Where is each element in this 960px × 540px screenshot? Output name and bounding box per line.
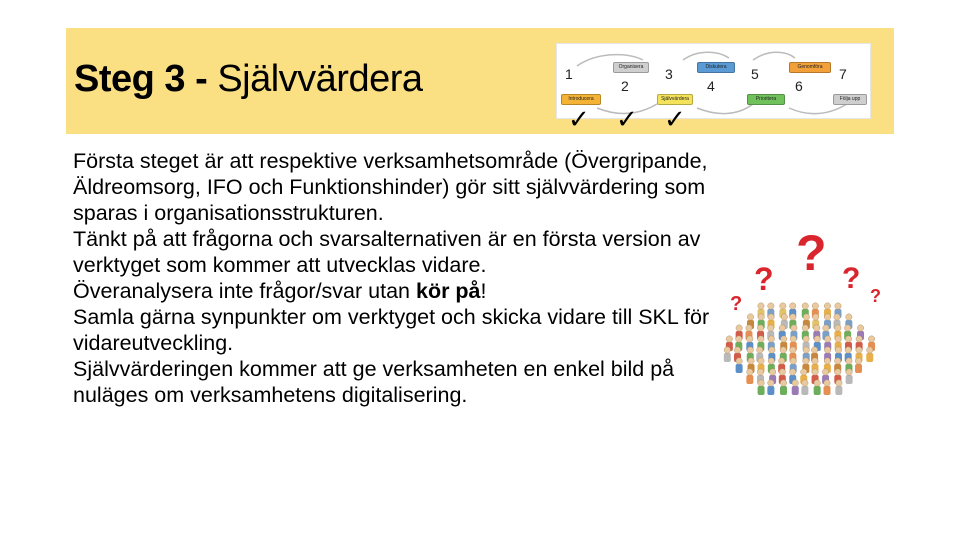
person-head [768,325,774,331]
person-head [768,380,774,386]
person-head [780,303,786,309]
person-head [757,369,763,375]
person-head [757,347,763,353]
person-head [768,303,774,309]
crowd-people [724,303,875,395]
step-4-box: Diskutera [697,62,735,73]
question-mark-icon: ? [870,286,881,306]
person-head [758,380,764,386]
person-head [822,369,828,375]
person-head [734,347,740,353]
person-head [768,358,774,364]
person-head [835,303,841,309]
person-head [768,336,774,342]
person-head [768,314,774,320]
person-body [746,375,753,384]
person-head [803,347,809,353]
person-head [857,325,863,331]
person-head [746,325,752,331]
title-text: Självvärdera [217,58,423,100]
step-3-number: 3 [665,66,673,82]
body-text [73,148,723,408]
person-head [812,303,818,309]
person-head [835,347,841,353]
paragraph-4: Samla gärna synpunkter om verktyget och skicka vidare till SKL för vidareutveckling. [73,305,710,355]
step-1-number: 1 [565,66,573,82]
person-head [803,358,809,364]
paragraph-3 [73,278,723,304]
person-head [812,369,818,375]
paragraph-5: Självvärderingen kommer att ge verksamheten en enkel bild på nuläges om verksamhetens digitalisering. [73,357,675,407]
person-head [824,380,830,386]
person-head [779,325,785,331]
step-7-number: 7 [839,66,847,82]
person-head [802,303,808,309]
person-head [845,347,851,353]
person-head [855,358,861,364]
person-head [724,347,730,353]
person-head [835,358,841,364]
person-head [778,358,784,364]
person-head [824,314,830,320]
person-head [790,369,796,375]
paragraph-3-bold: kör på [415,279,481,303]
step-2-box: Organisera [613,62,649,73]
check-icon: ✓ [568,105,590,135]
check-icon: ✓ [616,105,638,135]
person-head [802,380,808,386]
person-head [836,380,842,386]
person-head [811,347,817,353]
paragraph-2: Tänkt på att frågorna och svarsalternativen är en första version av verktyget som kommer att utvecklas vidare. [73,227,701,277]
checkmarks [568,105,698,135]
person-head [814,325,820,331]
person-head [769,369,775,375]
person-head [736,325,742,331]
person-head [779,369,785,375]
person-head [846,358,852,364]
person-head [802,325,808,331]
person-head [758,358,764,364]
person-head [790,358,796,364]
person-body [855,364,862,373]
person-head [846,369,852,375]
person-head [814,336,820,342]
person-head [748,358,754,364]
person-body [835,386,842,395]
question-mark-icon: ? [842,262,861,295]
person-head [812,358,818,364]
step-1-box: Introducera [561,94,601,105]
person-head [791,325,797,331]
person-head [757,325,763,331]
person-body [736,364,743,373]
person-head [790,347,796,353]
person-head [780,380,786,386]
paragraph-1: Första steget är att respektive verksamhetsområde (Övergripande, Äldreomsorg, IFO och Funktionshinder) gör sitt självvärdering som sparas i organisationsstrukturen. [73,149,708,225]
person-head [844,325,850,331]
person-head [781,336,787,342]
person-head [736,358,742,364]
person-head [801,369,807,375]
person-head [814,380,820,386]
person-head [758,314,764,320]
question-mark-icon: ? [754,261,774,297]
step-5-box: Prioritera [747,94,785,105]
person-head [769,347,775,353]
person-body [758,386,765,395]
person-head [825,336,831,342]
person-head [726,336,732,342]
person-head [868,336,874,342]
person-head [856,347,862,353]
person-head [835,369,841,375]
person-body [767,386,774,395]
person-body [823,386,830,395]
question-mark-icon: ? [730,293,743,315]
person-head [781,314,787,320]
person-body [801,386,808,395]
step-4-number: 4 [707,78,715,94]
person-body [846,375,853,384]
person-head [803,314,809,320]
step-7-box: Följa upp [833,94,867,105]
person-head [834,314,840,320]
person-body [814,386,821,395]
step-3-box: Självvärdera [657,94,693,105]
step-6-box: Genomföra [789,62,831,73]
title-step: Steg 3 - [74,58,208,100]
person-head [835,325,841,331]
person-head [856,336,862,342]
paragraph-3-text: Överanalysera inte frågor/svar utan [73,279,416,303]
crowd-question-illustration [722,228,888,396]
slide-title [74,58,423,101]
person-head [824,303,830,309]
person-head [845,336,851,342]
person-body [792,386,799,395]
person-head [813,314,819,320]
step-6-number: 6 [795,78,803,94]
paragraph-3-end: ! [480,279,487,303]
person-head [867,347,873,353]
person-head [736,336,742,342]
person-head [792,380,798,386]
person-body [780,386,787,395]
crowd-image [722,228,888,396]
person-head [747,369,753,375]
person-head [758,336,764,342]
person-head [747,336,753,342]
question-mark-icon: ? [796,228,827,281]
person-body [866,353,873,362]
person-head [824,347,830,353]
step-2-number: 2 [621,78,629,94]
person-body [724,353,731,362]
person-head [758,303,764,309]
person-head [835,336,841,342]
step-5-number: 5 [751,66,759,82]
person-head [823,325,829,331]
person-head [790,303,796,309]
person-head [824,358,830,364]
person-head [790,314,796,320]
person-head [780,347,786,353]
check-icon: ✓ [664,105,686,135]
person-head [846,314,852,320]
person-head [803,336,809,342]
person-head [747,347,753,353]
person-head [790,336,796,342]
person-head [747,314,753,320]
